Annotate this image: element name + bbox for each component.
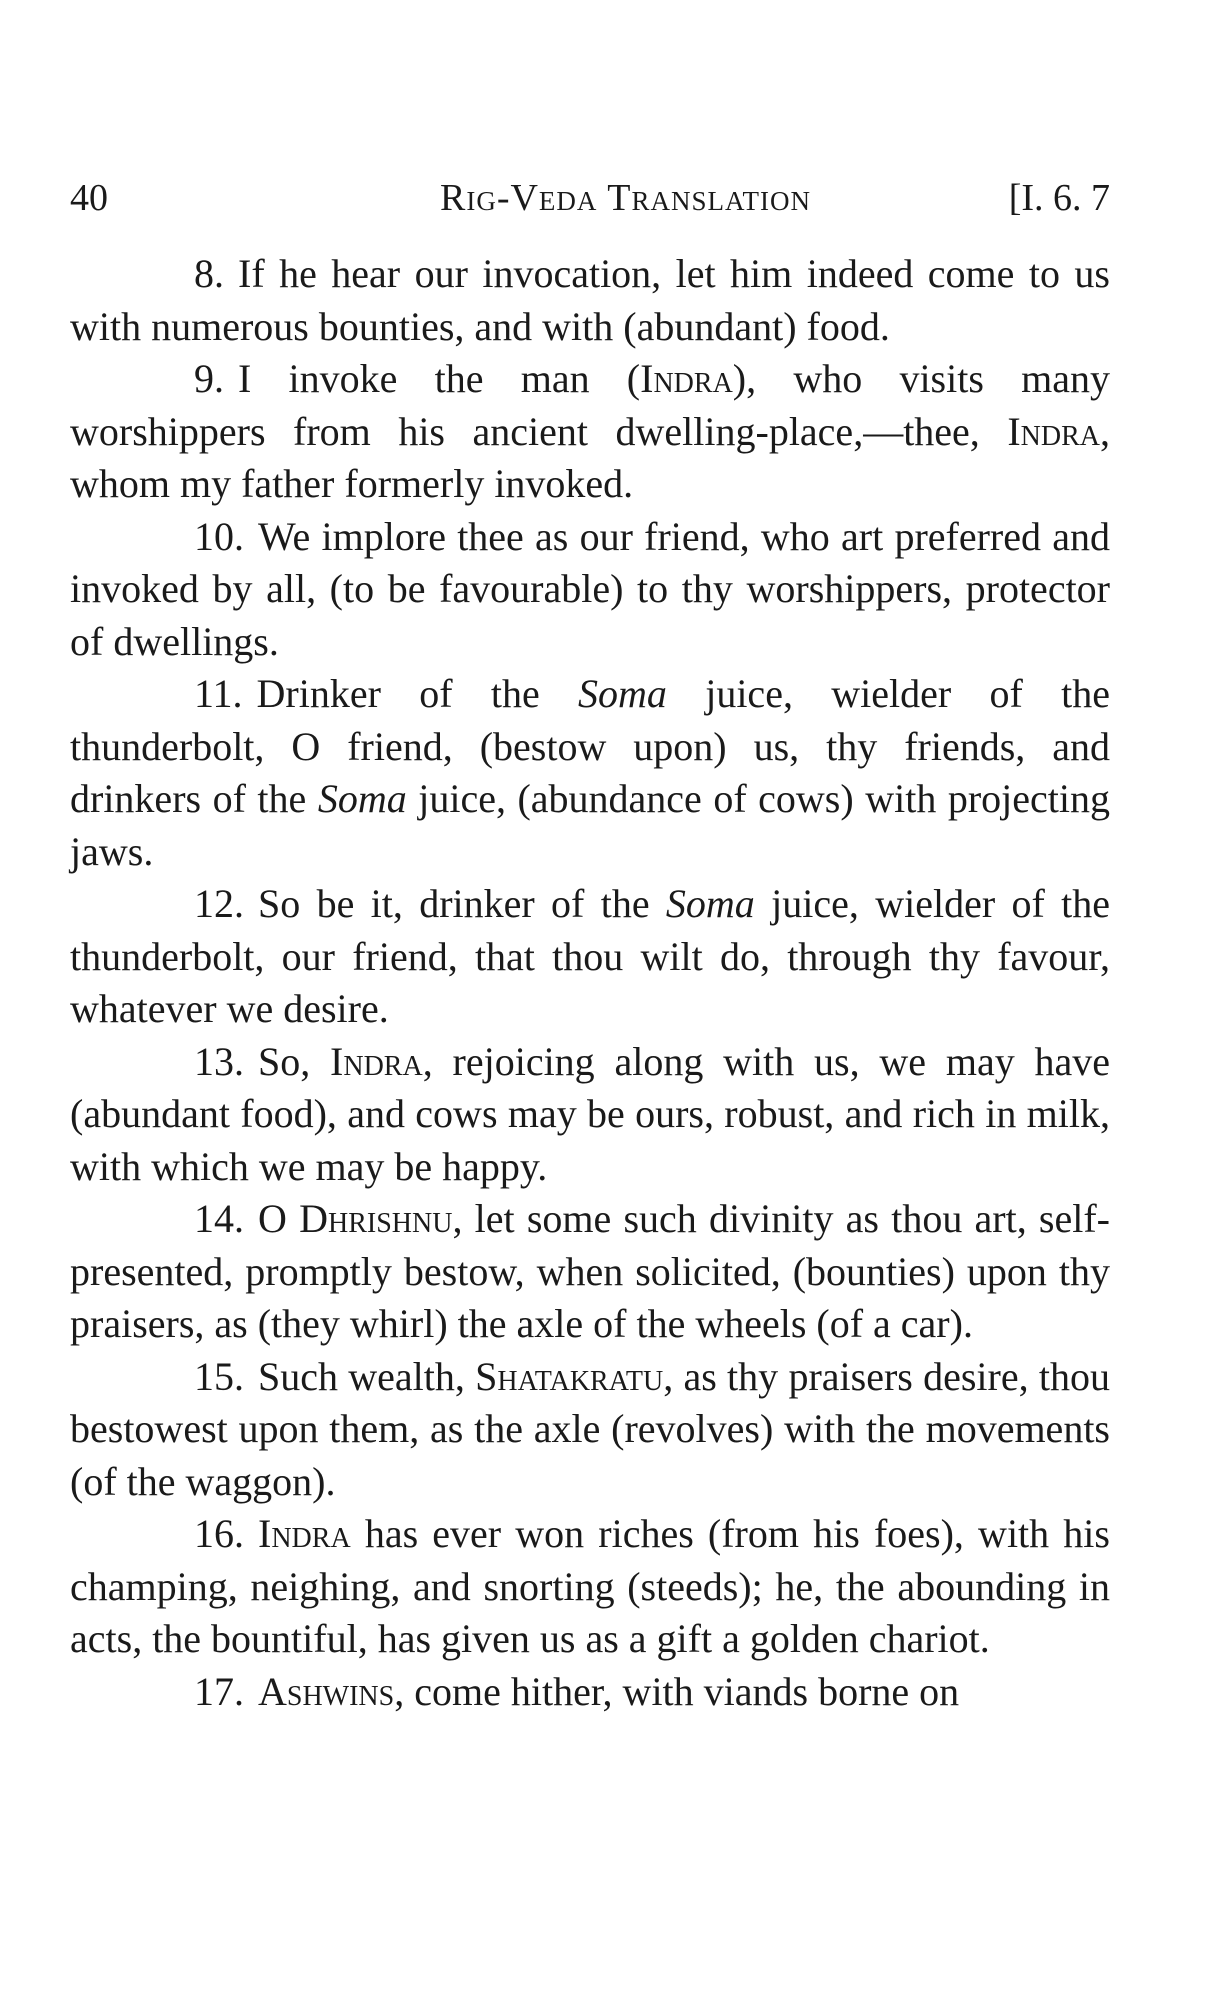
- verse: [70, 1193, 1110, 1351]
- verse-text: We implore thee as our friend, who art preferred and invoked by all, (to be favourable) to thy worshippers, protector of dwellings.: [70, 513, 1110, 664]
- running-title: Rig-Veda Translation: [440, 177, 811, 219]
- verse-number: 11.: [194, 671, 243, 716]
- verse-text: has ever won riches (from his foes), with his champing, neighing, and snorting (steeds); he, the abounding in acts, the bountiful, has given us as a gift a golden chariot.: [70, 1511, 1110, 1661]
- verse-text: juice, wielder of the thunderbolt, O friend, (bestow upon) us, thy friends, and drinkers of the: [70, 671, 1110, 821]
- verse-text: Drinker of the: [256, 671, 579, 716]
- verse-text: I invoke the man (: [238, 356, 641, 401]
- verse-number: 16.: [194, 1511, 244, 1556]
- verse-text: juice, (abundance of cows) with projecting jaws.: [70, 776, 1110, 874]
- verse-text: , rejoicing along with us, we may have (abundant food), and cows may be ours, robust, and rich in milk, with which we may be happy.: [70, 1038, 1110, 1189]
- italic-term: Soma: [578, 671, 667, 716]
- verse-list: [70, 248, 1110, 1718]
- verse-text: So be it, drinker of the: [258, 881, 666, 926]
- verse-text: If he hear our invocation, let him indeed come to us with numerous bounties, and with (abundant) food.: [70, 251, 1110, 349]
- verse-text: , let some such divinity as thou art, self-presented, promptly bestow, when solicited, (bounties) upon thy praisers, as (they whirl) the axle of the wheels (of a car).: [70, 1196, 1111, 1346]
- verse-number: 17.: [194, 1668, 244, 1714]
- verse-number: 12.: [194, 881, 244, 926]
- verse: [70, 1351, 1110, 1509]
- verse-number: 8.: [194, 251, 224, 296]
- proper-name: Indra: [330, 1038, 423, 1084]
- page-number: 40: [70, 177, 108, 219]
- verse-number: 15.: [194, 1353, 244, 1399]
- verse-number: 10.: [194, 513, 244, 559]
- verse-text: So,: [258, 1038, 331, 1084]
- proper-name: Indra: [1007, 408, 1100, 454]
- verse-text: , as thy praisers desire, thou bestowest upon them, as the axle (revolves) with the movements (of the waggon).: [70, 1353, 1110, 1504]
- verse-text: , whom my father formerly invoked.: [70, 408, 1110, 506]
- verse: [70, 1666, 1110, 1719]
- verse: [70, 248, 1110, 353]
- verse-text: O: [258, 1196, 300, 1241]
- proper-name: Indra: [640, 356, 733, 401]
- verse: [70, 353, 1110, 511]
- verse: [70, 511, 1110, 669]
- verse: [70, 668, 1110, 878]
- verse-number: 9.: [194, 356, 224, 401]
- italic-term: Soma: [317, 776, 407, 821]
- verse-text: ), who visits many worshippers from his ancient dwelling-place,—thee,: [70, 356, 1110, 454]
- verse-text: juice, wielder of the thunderbolt, our friend, that thou wilt do, through thy favour, whatever we desire.: [70, 881, 1111, 1031]
- verse: [70, 878, 1110, 1036]
- proper-name: Shatakratu: [475, 1353, 664, 1399]
- page-header: [70, 168, 1110, 228]
- verse: [70, 1036, 1110, 1194]
- proper-name: Indra: [258, 1511, 351, 1556]
- proper-name: Dhrishnu: [299, 1196, 453, 1241]
- italic-term: Soma: [665, 881, 755, 926]
- verse-text: Such wealth,: [258, 1353, 476, 1399]
- verse: [70, 1508, 1110, 1666]
- verse-number: 14.: [194, 1196, 244, 1241]
- section-reference: [I. 6. 7: [1008, 177, 1110, 219]
- verse-text: , come hither, with viands borne on: [394, 1668, 960, 1714]
- verse-number: 13.: [194, 1038, 244, 1084]
- proper-name: Ashwins: [258, 1668, 395, 1714]
